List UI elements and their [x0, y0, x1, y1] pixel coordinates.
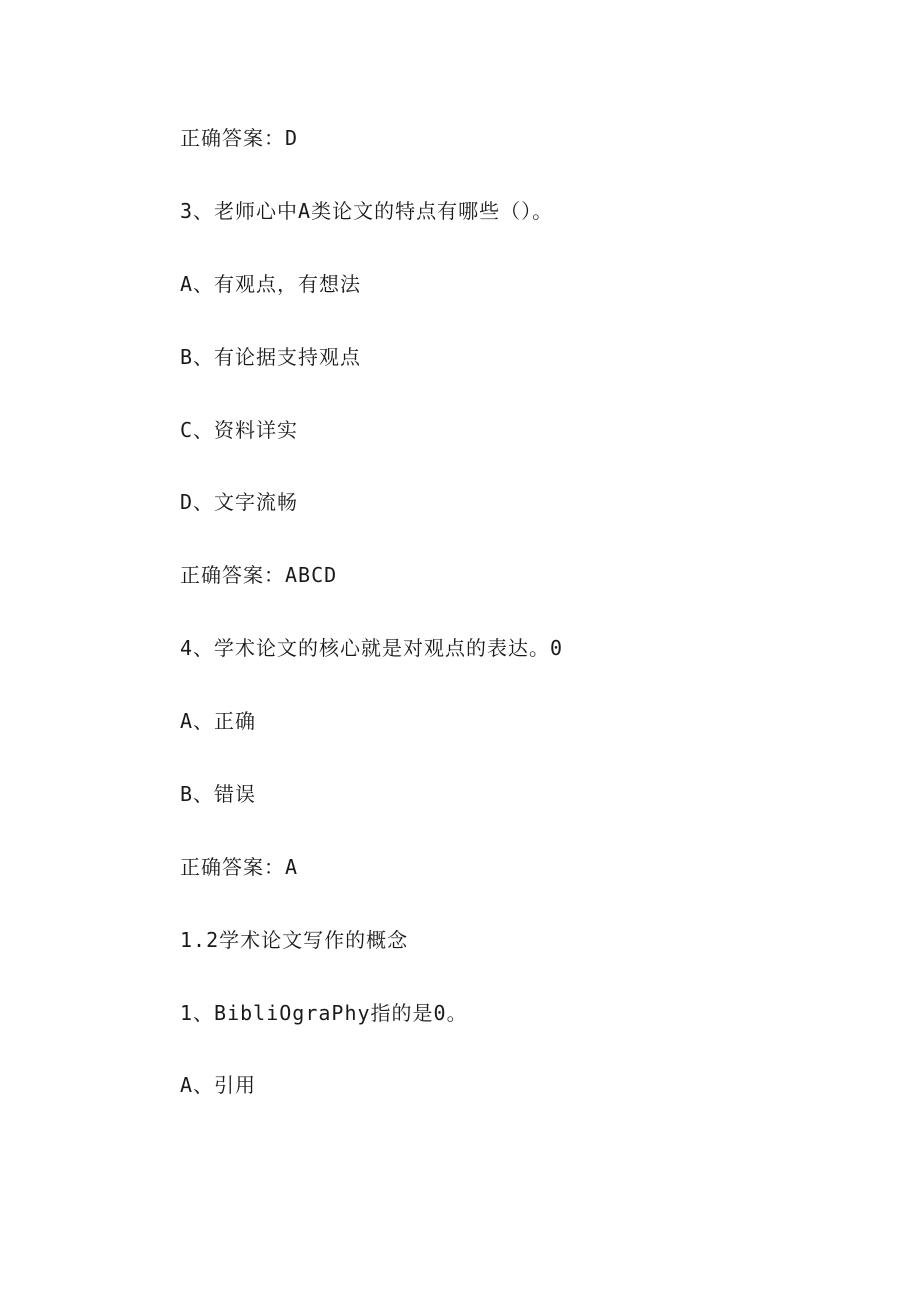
option-q1-a: A、引用: [180, 1073, 257, 1097]
option-q4-b: B、错误: [180, 782, 257, 806]
option-q4-a: A、正确: [180, 709, 257, 733]
answer-line-q3: 正确答案：ABCD: [180, 563, 338, 587]
question-3: 3、老师心中A类论文的特点有哪些（）。: [180, 199, 554, 223]
answer-line-q2: 正确答案：D: [180, 126, 299, 150]
option-q3-d: D、文字流畅: [180, 490, 299, 514]
question-1: 1、BibliOgraPhy指的是0。: [180, 1001, 468, 1025]
option-q3-b: B、有论据支持观点: [180, 345, 362, 369]
answer-line-q4: 正确答案：A: [180, 855, 299, 879]
question-4: 4、学术论文的核心就是对观点的表达。0: [180, 636, 564, 660]
section-heading: 1.2学术论文写作的概念: [180, 928, 409, 952]
option-q3-a: A、有观点，有想法: [180, 272, 362, 296]
option-q3-c: C、资料详实: [180, 418, 299, 442]
